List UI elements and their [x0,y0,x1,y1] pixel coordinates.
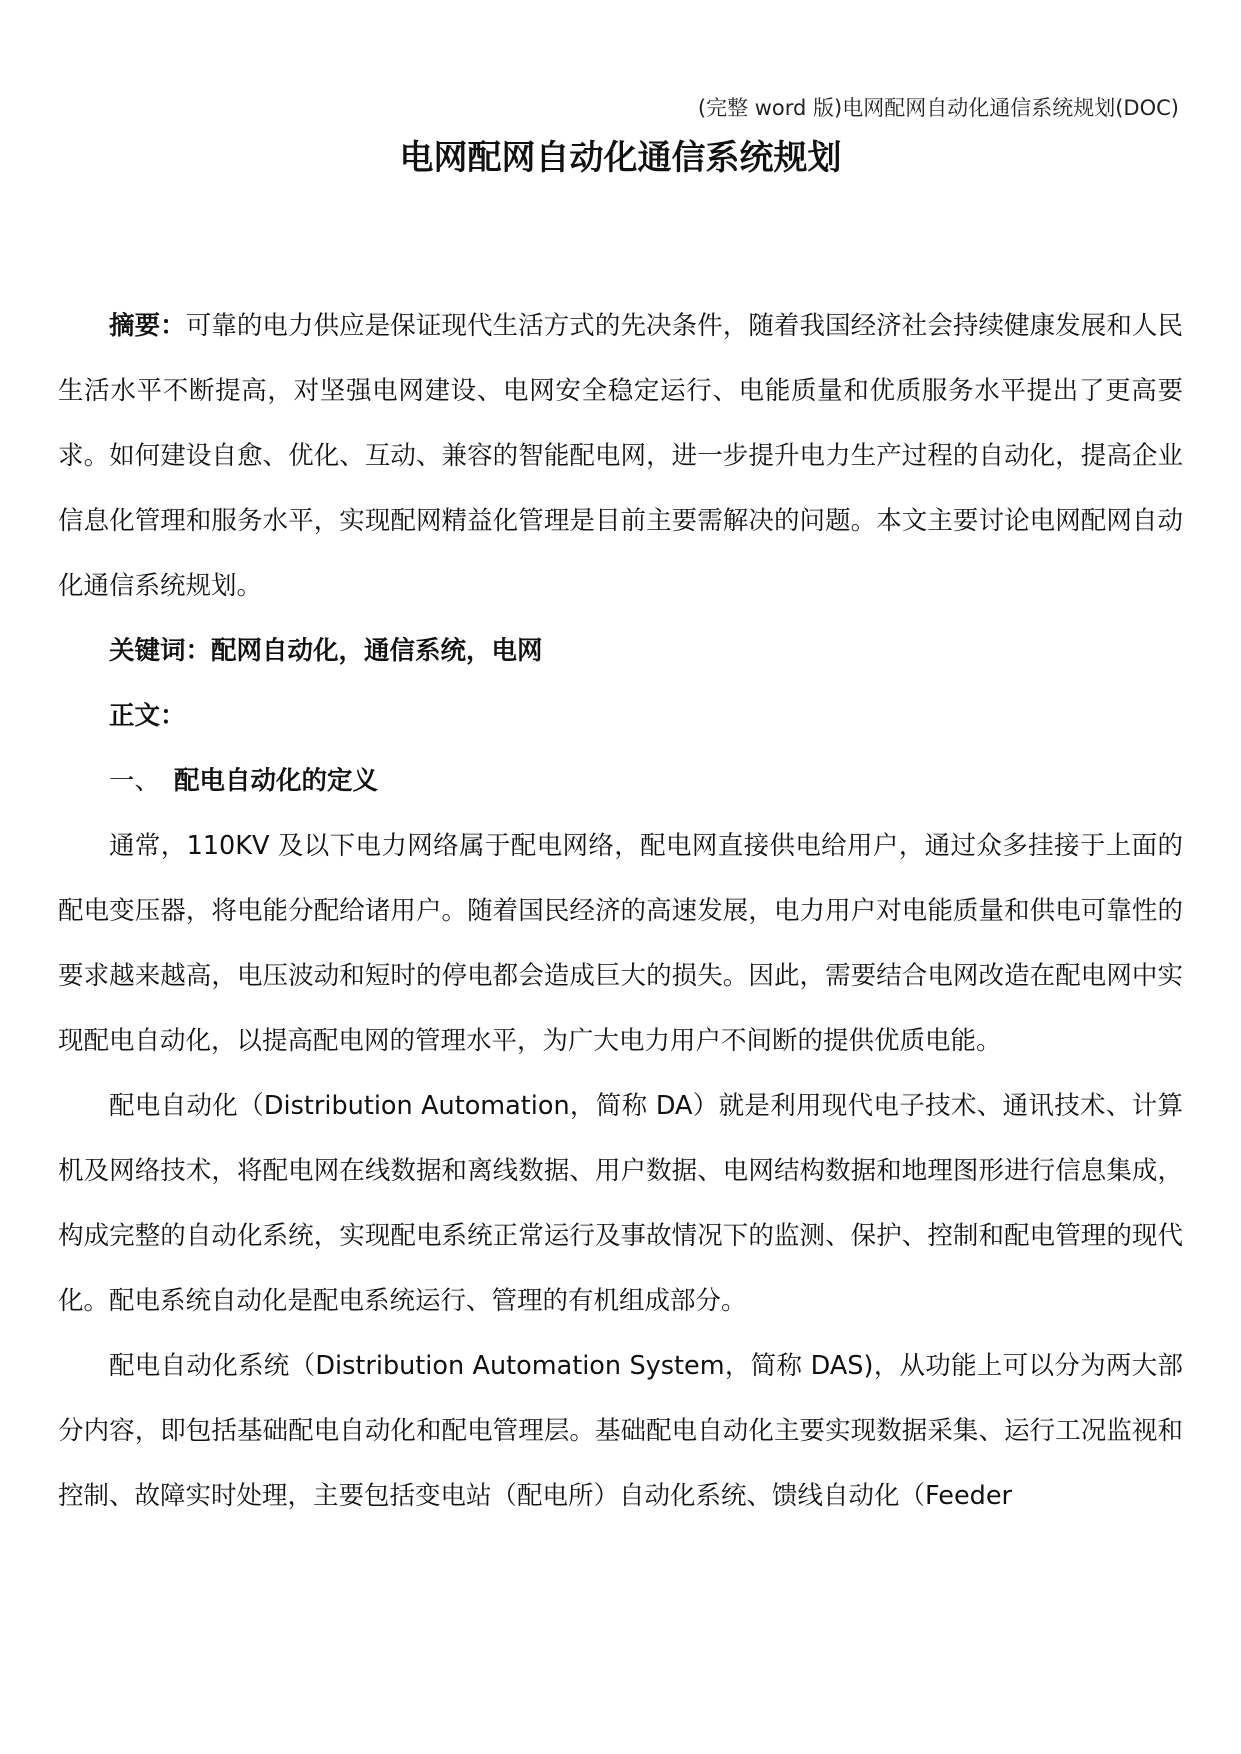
section-title: 配电自动化的定义 [174,766,379,796]
body-label: 正文： [109,701,186,731]
header-note: (完整 word 版)电网配网自动化通信系统规划(DOC) [697,96,1179,120]
section-heading [58,749,1183,814]
keywords-text: 配网自动化，通信系统，电网 [211,636,543,666]
keywords-label: 关键词： [109,636,212,666]
abstract-text: 可靠的电力供应是保证现代生活方式的先决条件，随着我国经济社会持续健康发展和人民生活水平不断提高，对坚强电网建设、电网安全稳定运行、电能质量和优质服务水平提出了更高要求。如何建设自愈、优化、互动、兼容的智能配电网，进一步提升电力生产过程的自动化，提高企业信息化管理和服务水平，实现配网精益化管理是目前主要需解决的问题。本文主要讨论电网配网自动化通信系统规划。 [58,311,1183,601]
body-paragraph-1: 通常，110KV 及以下电力网络属于配电网络，配电网直接供电给用户，通过众多挂接于上面的配电变压器，将电能分配给诸用户。随着国民经济的高速发展，电力用户对电能质量和供电可靠性的要求越来越高，电压波动和短时的停电都会造成巨大的损失。因此，需要结合电网改造在配电网中实现配电自动化，以提高配电网的管理水平，为广大电力用户不间断的提供优质电能。 [58,831,1183,1056]
body-paragraph-3: 配电自动化系统（Distribution Automation System，简称 DAS)，从功能上可以分为两大部分内容，即包括基础配电自动化和配电管理层。基础配电自动化主要实现数据采集、运行工况监视和控制、故障实时处理，主要包括变电站（配电所）自动化系统、馈线自动化（Feeder [58,1351,1183,1511]
abstract-label: 摘要： [109,311,186,341]
document-body [58,294,1183,1529]
document-title: 电网配网自动化通信系统规划 [399,138,842,178]
abstract-paragraph [58,294,1183,619]
keywords-paragraph [58,619,1183,684]
body-paragraph-2: 配电自动化（Distribution Automation，简称 DA）就是利用现代电子技术、通讯技术、计算机及网络技术，将配电网在线数据和离线数据、用户数据、电网结构数据和地理图形进行信息集成，构成完整的自动化系统，实现配电系统正常运行及事故情况下的监测、保护、控制和配电管理的现代化。配电系统自动化是配电系统运行、管理的有机组成部分。 [58,1091,1183,1316]
section-number: 一、 [109,766,161,796]
